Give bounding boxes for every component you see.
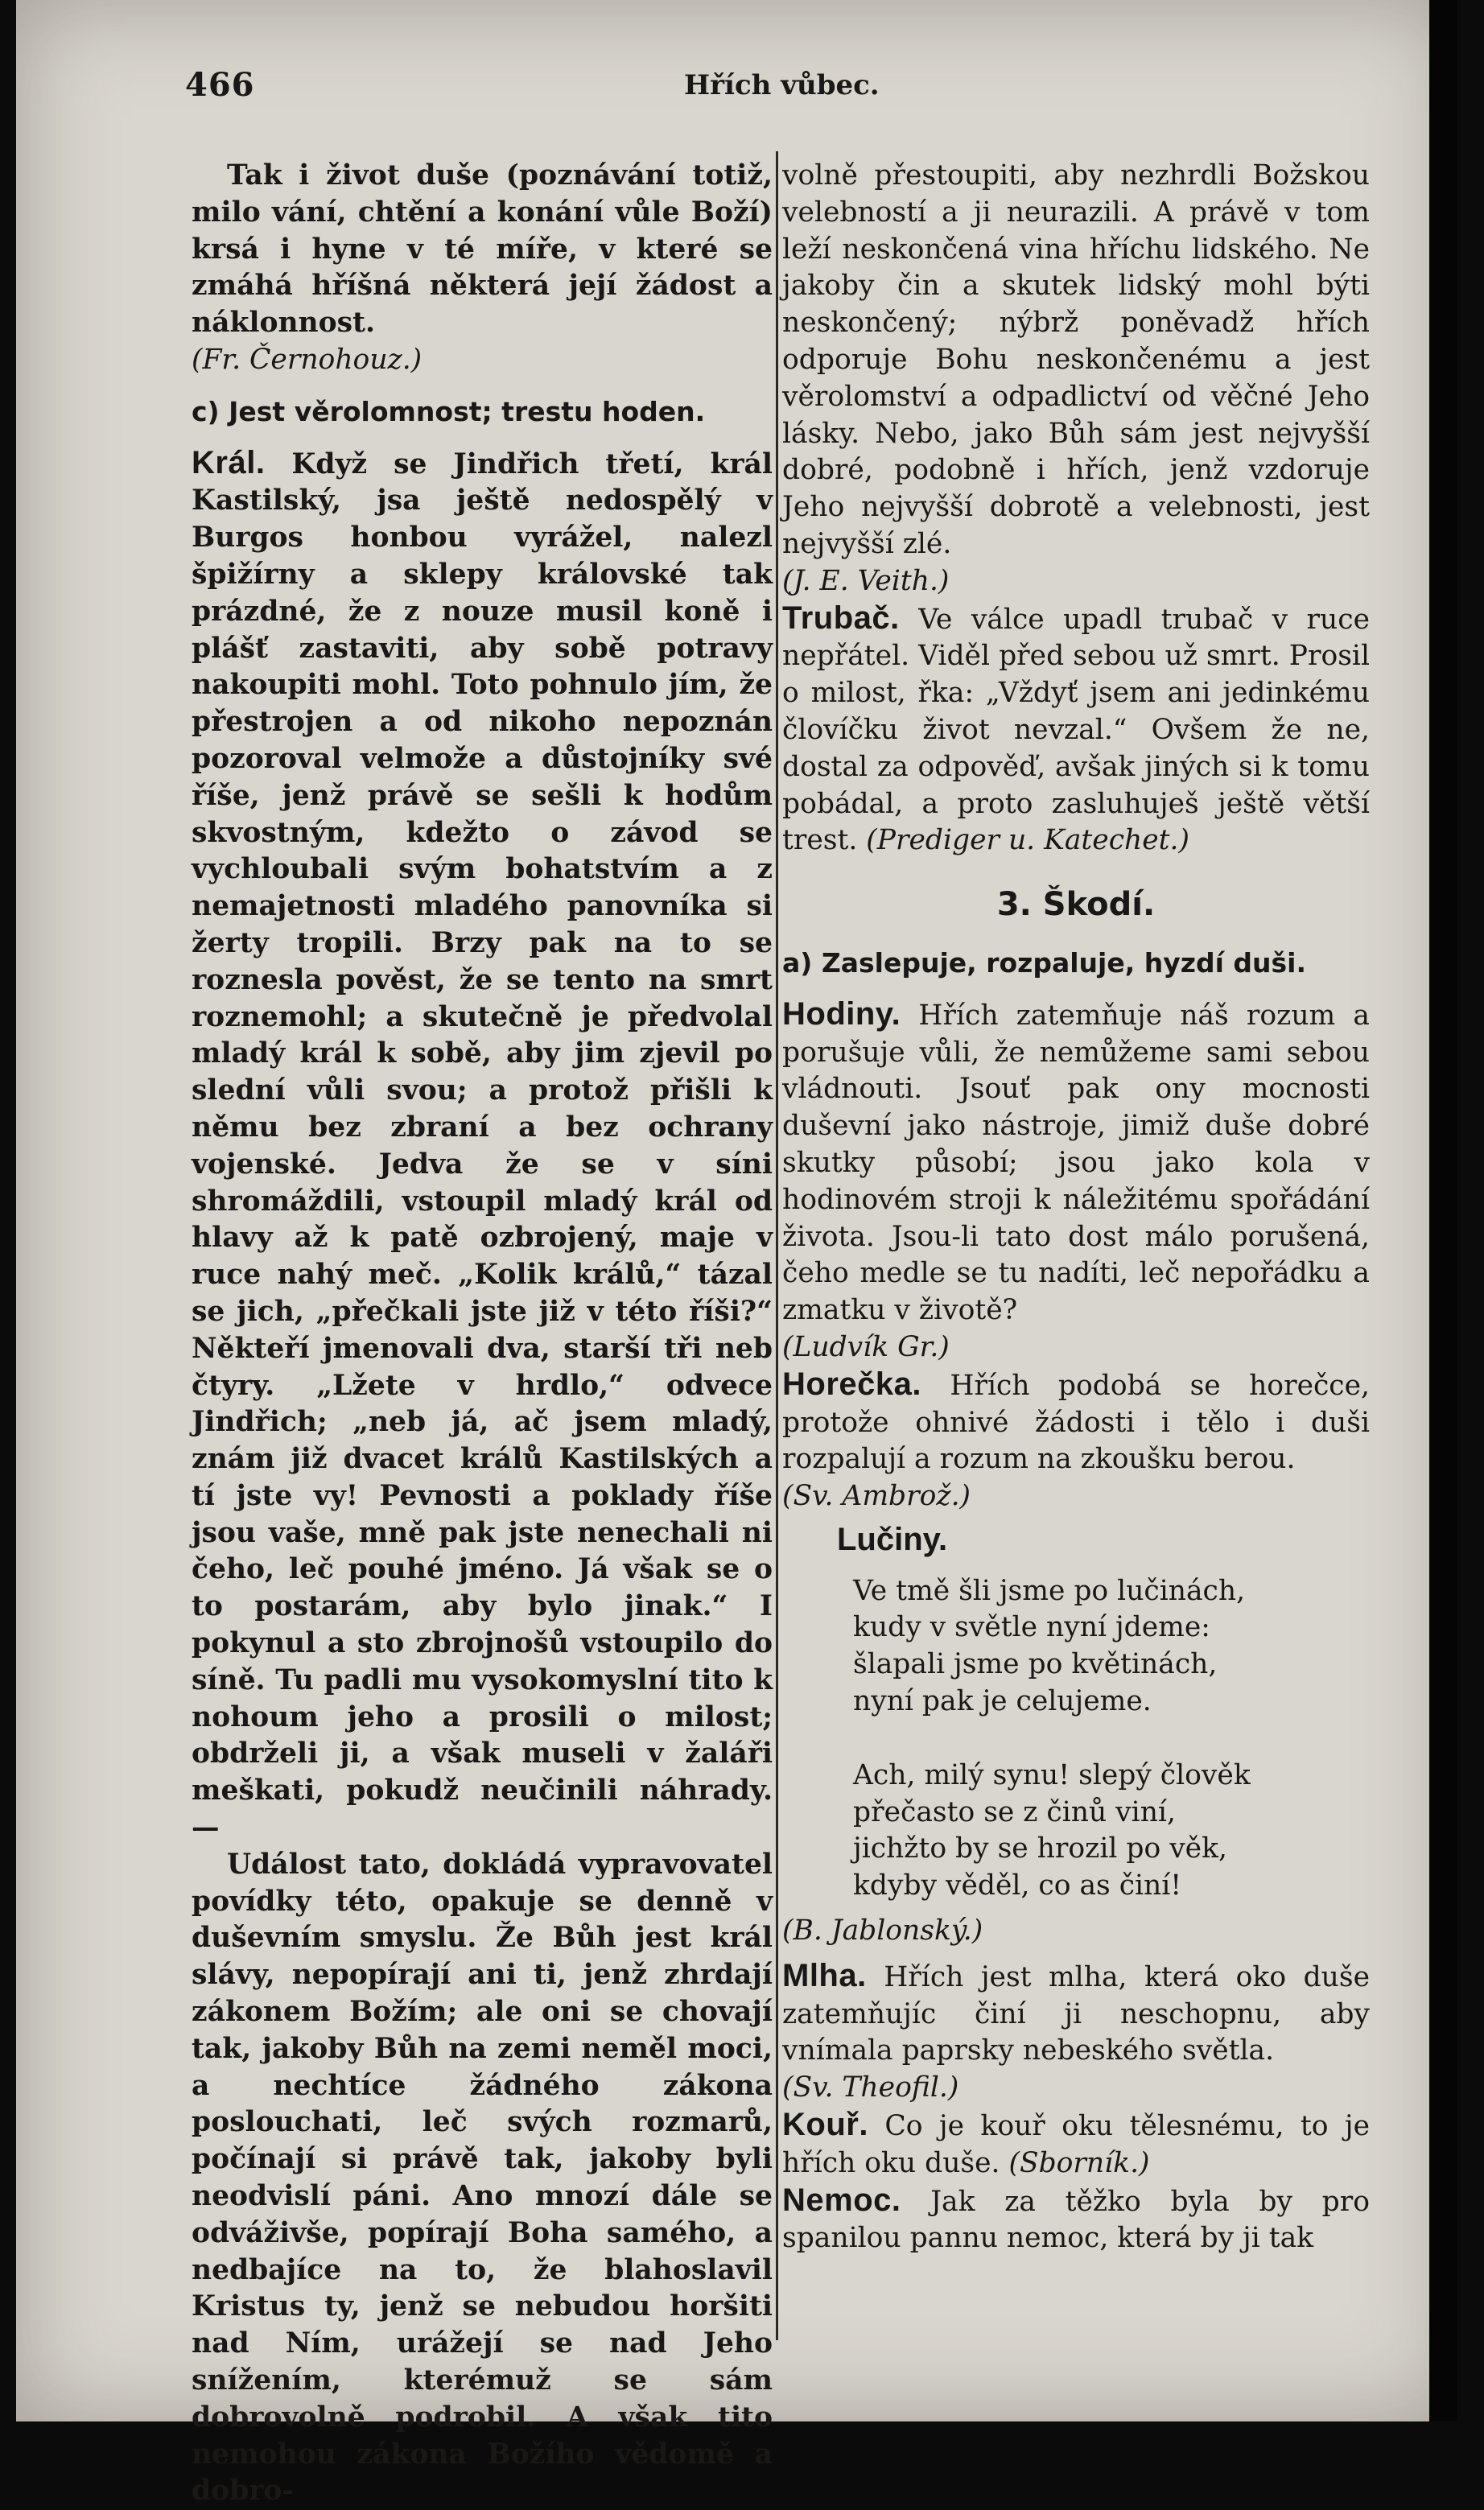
poem-title: Lučiny. [837,1521,948,1557]
entry-kour [782,2107,1370,2182]
poem-lučiny [853,1573,1370,1905]
entry-trubac [782,600,1370,860]
right-column [782,158,1370,2257]
entry-key-kour: Kouř. [782,2107,868,2143]
page-edge-shadow [1429,0,1457,2421]
subheading-c: c) Jest věrolomnost; trestu hoden. [192,395,706,427]
entry-text-hodiny: Hřích zatemňuje náš rozum a porušuje vůli, že nemůžeme sami sebou vládnouti. Jsouť pak ony mocnosti duševní jako nástroje, jimiž duše dobré skutky působí; jsou jako kola v hodinovém stroji k náležitému spořádání života. Jsou-li tato dost málo porušená, čeho medle se tu nadíti, leč nepořádku a zmatku v životě? [782,999,1371,1327]
entry-text-kour: Co je kouř oku tělesnému, to je hřích oku duše. [782,2110,1371,2179]
entry-text-nemoc: Jak za těžko byla by pro spanilou pannu nemoc, která by ji tak [782,2185,1370,2255]
entry-key-hodiny: Hodiny. [782,995,901,1032]
entry-key-mlha: Mlha. [782,1957,867,1993]
attribution-prediger: (Prediger u. Katechet.) [866,824,1189,857]
page-number: 466 [185,66,255,104]
poem-line: jichžto by se hrozil po věk, [853,1832,1227,1865]
attribution-cernohouz: (Fr. Černohouz.) [192,343,423,376]
poem-line: Ach, milý synu! slepý člověk [853,1758,1251,1791]
entry-text-trubac: Ve válce upadl trubač v ruce nepřátel. Viděl před sebou už smrt. Prosil o milost, řka: „Vždyť jsem ani jedinkému človíčku život nevzal.“ Ovšem že ne, dostal za odpověď, avšak jiných si k tomu pobádal, a proto zasluhuješ ještě větší trest. [782,603,1370,857]
entry-kral [192,445,773,1847]
paragraph-udalost: Událost tato, dokládá vypravovatel povídky této, opakuje se denně v duševním smyslu. Že Bůh jest král slávy, nepopírají ani ti, jenž zhrdají zákonem Božím; ale oni se chovají tak, jakoby Bůh na zemi neměl moci, a nechtíce žádného zákona poslouchati, leč svých rozmarů, počínají si právě tak, jakoby byli neodvislí páni. Ano mnozí dále se odváživše, popírají Boha samého, a nedbajíce na to, že blahoslavil Kristus ty, jenž se nebudou horšiti nad Ním, urážejí se nad Jeho snížením, kterémuž se sám dobrovolně podrobil. A však tito nemohou zákona Božího vědomě a dobro- [192,1848,773,2508]
poem-line: kdyby věděl, co as činí! [853,1869,1182,1902]
book-page [16,0,1457,2508]
entry-text-mlha: Hřích jest mlha, která oko duše zatemňujíc činí ji neschopnu, aby vnímala paprsky nebeského světla. [782,1960,1370,2067]
paragraph-continuation: volně přestoupiti, aby nezhrdli Božskou velebností a ji neurazili. A právě v tom leží neskončená vina hříchu lidského. Ne jakoby čin a skutek lidský mohl býti neskončený; nýbrž poněvadž hřích odporuje Bohu neskončenému a jest věrolomství a odpadlictví od věčné Jeho lásky. Nebo, jako Bůh sám jest nejvyšší dobré, podobně i hřích, jenž vzdoruje Jeho nejvyšší dobrotě a velebnosti, jest nejvyšší zlé. [782,159,1370,560]
paragraph-intro: Tak i život duše (poznávání totiž, milo vání, chtění a konání vůle Boží) krsá i hyne v té míře, v které se zmáhá hříšná některá její žádost a náklonnost. [192,159,773,340]
entry-key-trubac: Trubač. [782,600,900,636]
attribution-veith: (J. E. Veith.) [782,564,950,597]
poem-line: kudy v světle nyní jdeme: [853,1611,1210,1644]
page-header [16,66,1457,114]
section-title-skodi: 3. Škodí. [996,886,1156,924]
entry-hodiny [782,996,1370,1329]
attribution-sbornik: (Sborník.) [1008,2146,1150,2179]
entry-text-horecka: Hřích podobá se horečce, protože ohnivé žádosti i tělo i duši rozpalují a rozum na zkoušku berou. [782,1369,1371,1476]
attribution-ludvik: (Ludvík Gr.) [782,1330,950,1363]
poem-line: Ve tmě šli jsme po lučinách, [853,1574,1246,1607]
poem-line: šlapali jsme po květinách, [853,1648,1218,1681]
attribution-theofil: (Sv. Theofil.) [782,2071,959,2104]
entry-key-horecka: Horečka. [782,1366,921,1402]
attribution-jablonsky: (B. Jablonský.) [782,1914,983,1947]
entry-nemoc [782,2182,1370,2258]
entry-key-nemoc: Nemoc. [782,2182,901,2218]
poem-line: nyní pak je celujeme. [853,1685,1152,1718]
attribution-ambroz: (Sv. Ambrož.) [782,1480,971,1513]
left-column [192,158,773,2510]
entry-key-kral: Král. [192,444,266,480]
entry-mlha [782,1958,1370,2070]
running-head: Hřích vůbec. [684,69,880,101]
entry-horecka [782,1366,1370,1478]
poem-stanza-2 [853,1758,1370,1905]
column-divider [776,151,778,2340]
subheading-a: a) Zaslepuje, rozpaluje, hyzdí duši. [782,946,1307,979]
poem-line: přečasto se z činů viní, [853,1795,1176,1828]
entry-text-kral: Když se Jindřich třetí, král Kastilský, jsa ještě nedospělý v Burgos honbou vyrážel, nalezl špižírny a sklepy královské tak prázdné, že z nouze musil koně i plášť zastaviti, aby sobě potravy nakoupiti mohl. Toto pohnulo jím, že přestrojen a od nikoho nepoznán pozoroval velmože a důstojníky své říše, jenž právě se sešli k hodům skvostným, kdežto o závod se vychloubali svým bohatstvím a z nemajetnosti mladého panovníka si žerty tropili. Brzy pak na to se roznesla pověst, že se tento na smrt roznemohl; a skutečně je předvolal mladý král k sobě, aby jim zjevil po slední vůli svou; a protož přišli k němu bez zbraní a bez ochrany vojenské. Jedva že se v síni shromáždili, vstoupil mladý král od hlavy až k patě ozbrojený, maje v ruce nahý meč. „Kolik králů,“ tázal se jich, „přečkali jste již v této říši?“ Někteří jmenovali dva, starší tři neb čtyry. „Lžete v hrdlo,“ odvece Jindřich; „neb já, ač jsem mladý, znám již dvacet králů Kastilských a tí jste vy! Pevnosti a poklady říše jsou vaše, mně pak jste nenechali ni čeho, leč pouhé jméno. Já však se o to postarám, aby bylo jinak.“ I pokynul a sto zbrojnošů vstoupilo do síně. Tu padli mu vysokomyslní tito k nohoum jeho a prosili o milost; obdrželi ji, a však museli v žaláři meškati, pokudž neučinili náhrady. — [192,447,773,1844]
poem-stanza-1 [853,1573,1370,1721]
